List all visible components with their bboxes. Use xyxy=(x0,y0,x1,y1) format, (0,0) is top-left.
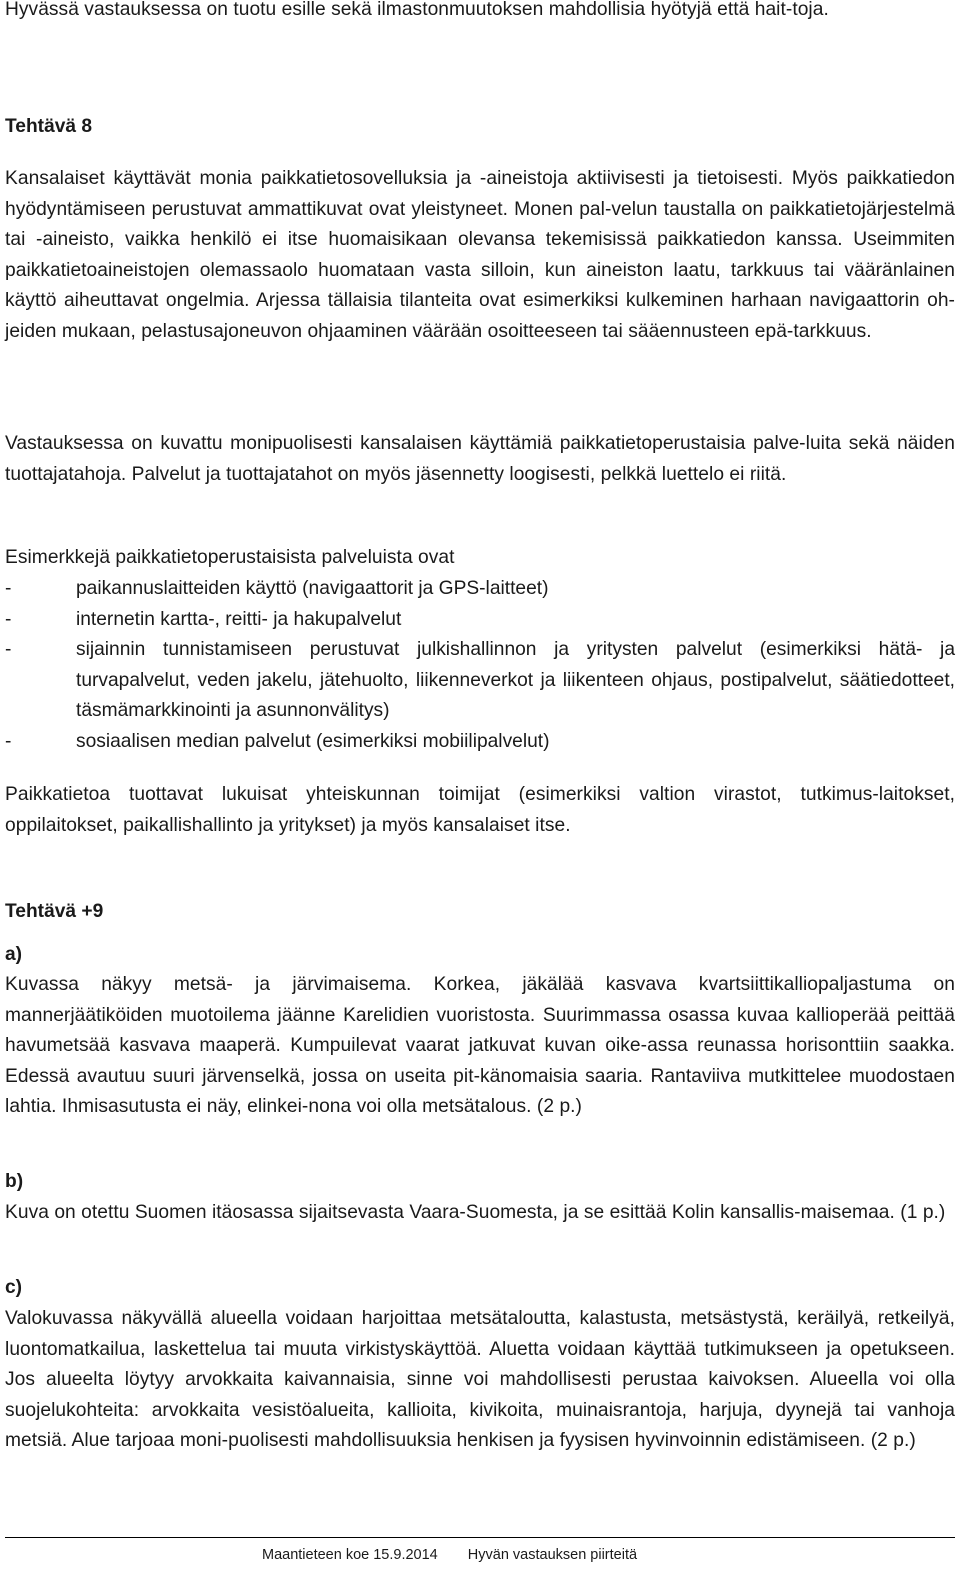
task9-a-text: Kuvassa näkyy metsä- ja järvimaisema. Korkea, jäkälää kasvava kvartsiittikalliopaljastuma on mannerjäätiköiden muotoilema jäänne Karelidien vuoristosta. Suurimmassa osassa kuvaa kallioperää peittää havumetsää kasvava maaperä. Kumpuilevat vaarat jatkuvat kuvan oike-assa reunassa horisonttiin saakka. Edessä avautuu suuri järvenselkä, jossa on useita pit-känomaisia saaria. Rantaviiva mutkittelee muodostaen lahtia. Ihmisasutusta ei näy, elinkei-nona voi olla metsätalous. (2 p.) xyxy=(5,974,955,1117)
list-bullet: - xyxy=(5,639,12,660)
list-item xyxy=(5,574,955,605)
task8-paragraph-1: Kansalaiset käyttävät monia paikkatietosovelluksia ja -aineistoja aktiivisesti ja tietoisesti. Myös paikkatiedon hyödyntämiseen perustuvat ammattikuvat ovat yleistyneet. Monen pal-velun taustalla on paikkatietojärjestelmä tai -aineisto, vaikka henkilö ei itse huomaisikaan olevansa tekemisissä paikkatiedon kanssa. Useimmiten paikkatietoaineistojen olemassaolo huomataan vasta silloin, kun aineiston laatu, tarkkuus tai vääränlainen käyttö aiheuttavat ongelmia. Arjessa tällaisia tilanteita ovat esimerkiksi kulkeminen harhaan navigaattorin oh-jeiden mukaan, pelastusajoneuvon ohjaaminen väärään osoitteeseen tai sääennusteen epä-tarkkuus. xyxy=(5,168,955,342)
task9-b-text: Kuva on otettu Suomen itäosassa sijaitsevasta Vaara-Suomesta, ja se esittää Kolin kansallis-maisemaa. (1 p.) xyxy=(5,1202,946,1223)
list-bullet: - xyxy=(5,578,12,599)
services-list xyxy=(5,574,955,757)
footer-document-title: Hyvän vastauksen piirteitä xyxy=(467,1547,638,1563)
list-item-text: internetin kartta-, reitti- ja hakupalvelut xyxy=(76,608,402,630)
list-bullet: - xyxy=(5,730,12,752)
task8-paragraph-2: Vastauksessa on kuvattu monipuolisesti kansalaisen käyttämiä paikkatietoperustaisia palve-luita sekä näiden tuottajatahoja. Palvelut ja tuottajatahot on myös jäsennetty loogisesti, pelkkä luettelo ei riitä. xyxy=(5,433,955,485)
task8-list-intro: Esimerkkejä paikkatietoperustaisista palveluista ovat xyxy=(5,547,455,568)
intro-paragraph: Hyvässä vastauksessa on tuotu esille sekä ilmastonmuutoksen mahdollisia hyötyjä että hait-toja. xyxy=(5,0,829,20)
list-item-text: paikannuslaitteiden käyttö (navigaattorit ja GPS-laitteet) xyxy=(76,578,549,599)
list-item xyxy=(5,727,955,758)
task9-heading: Tehtävä +9 xyxy=(5,901,104,922)
footer-exam-title: Maantieteen koe 15.9.2014 xyxy=(262,1547,438,1563)
list-item-text: sosiaalisen median palvelut (esimerkiksi mobiilipalvelut) xyxy=(76,730,550,752)
task9-b-label: b) xyxy=(5,1171,24,1192)
list-bullet: - xyxy=(5,608,12,630)
task8-heading: Tehtävä 8 xyxy=(5,116,93,137)
list-item xyxy=(5,605,955,636)
task9-c-label: c) xyxy=(5,1277,23,1298)
task9-c-text: Valokuvassa näkyvällä alueella voidaan harjoittaa metsätaloutta, kalastusta, metsästystä, keräilyä, retkeilyä, luontomatkailua, laskettelua tai muuta virkistyskäyttöä. Aluetta voidaan käyttää tutkimukseen ja opetukseen. Jos alueelta löytyy arvokkaita kaivannaisia, sinne voi mahdollisesti perustaa kaivoksen. Alueella voi olla suojelukohteita: arvokkaita vesistöalueita, kallioita, kivikoita, muinaisrantoja, harjuja, dyynejä tai vanhoja metsiä. Alue tarjoaa moni-puolisesti mahdollisuuksia henkisen ja fyysisen hyvinvoinnin edistämiseen. (2 p.) xyxy=(5,1308,955,1451)
task9-a-label: a) xyxy=(5,944,23,965)
list-item xyxy=(5,635,955,727)
task8-paragraph-3: Paikkatietoa tuottavat lukuisat yhteiskunnan toimijat (esimerkiksi valtion virastot, tutkimus-laitokset, oppilaitokset, paikallishallinto ja yritykset) ja myös kansalaiset itse. xyxy=(5,784,955,836)
footer-divider xyxy=(5,1537,955,1538)
page-footer xyxy=(262,1546,637,1564)
list-item-text: sijainnin tunnistamiseen perustuvat julkishallinnon ja yritysten palvelut (esimerkiksi hätä- ja turvapalvelut, veden jakelu, jätehuolto, liikenneverkot ja liikenteen ohjaus, postipalvelut, säätiedotteet, täsmämarkkinointi ja asunnonvälitys) xyxy=(76,639,955,721)
